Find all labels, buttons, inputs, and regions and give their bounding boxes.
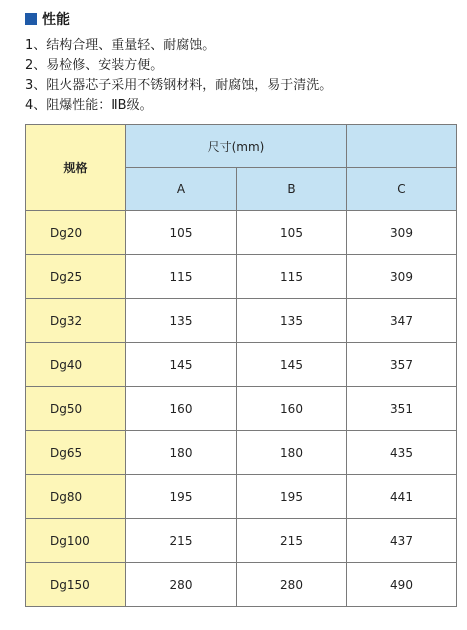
value-cell-a: 195 (126, 475, 237, 519)
feature-item: 3、阻火器芯子采用不锈钢材料，耐腐蚀，易于清洗。 (25, 78, 333, 93)
value-cell-b: 105 (237, 211, 347, 255)
value-cell-c: 490 (347, 563, 457, 607)
spec-cell: Dg80 (26, 475, 126, 519)
value-cell-b: 215 (237, 519, 347, 563)
value-cell-c: 347 (347, 299, 457, 343)
spec-column-header: 规格 (26, 125, 126, 211)
value-cell-a: 160 (126, 387, 237, 431)
spec-cell: Dg20 (26, 211, 126, 255)
size-column-header: 尺寸(mm) (126, 125, 347, 168)
spec-cell: Dg100 (26, 519, 126, 563)
table-row (26, 475, 457, 519)
table-row (26, 255, 457, 299)
value-cell-a: 215 (126, 519, 237, 563)
value-cell-b: 145 (237, 343, 347, 387)
value-cell-b: 180 (237, 431, 347, 475)
column-header-a: A (126, 168, 237, 211)
spec-cell: Dg32 (26, 299, 126, 343)
value-cell-c: 309 (347, 211, 457, 255)
value-cell-c: 309 (347, 255, 457, 299)
table-row (26, 211, 457, 255)
value-cell-c: 357 (347, 343, 457, 387)
value-cell-c: 435 (347, 431, 457, 475)
spec-table (25, 124, 457, 607)
section-title: 性能 (42, 12, 70, 28)
feature-list (25, 36, 332, 116)
value-cell-b: 135 (237, 299, 347, 343)
value-cell-b: 160 (237, 387, 347, 431)
column-header-c: C (347, 168, 457, 211)
value-cell-a: 145 (126, 343, 237, 387)
feature-item: 1、结构合理、重量轻、耐腐蚀。 (25, 38, 216, 53)
table-row (26, 563, 457, 607)
value-cell-c: 351 (347, 387, 457, 431)
feature-item: 4、阻爆性能：ⅡB级。 (25, 98, 153, 113)
value-cell-a: 105 (126, 211, 237, 255)
value-cell-a: 280 (126, 563, 237, 607)
section-header (25, 10, 70, 28)
table-row (26, 343, 457, 387)
value-cell-a: 135 (126, 299, 237, 343)
value-cell-b: 115 (237, 255, 347, 299)
spec-cell: Dg50 (26, 387, 126, 431)
spec-cell: Dg65 (26, 431, 126, 475)
table-header-row (26, 125, 457, 168)
value-cell-b: 195 (237, 475, 347, 519)
value-cell-c: 437 (347, 519, 457, 563)
value-cell-a: 115 (126, 255, 237, 299)
spec-cell: Dg150 (26, 563, 126, 607)
table-row (26, 299, 457, 343)
table-row (26, 519, 457, 563)
spec-cell: Dg40 (26, 343, 126, 387)
section-marker-icon (25, 13, 37, 25)
feature-item: 2、易检修、安装方便。 (25, 58, 164, 73)
column-header-b: B (237, 168, 347, 211)
spec-cell: Dg25 (26, 255, 126, 299)
size-column-header-blank (347, 125, 457, 168)
value-cell-b: 280 (237, 563, 347, 607)
value-cell-c: 441 (347, 475, 457, 519)
value-cell-a: 180 (126, 431, 237, 475)
table-row (26, 431, 457, 475)
table-row (26, 387, 457, 431)
